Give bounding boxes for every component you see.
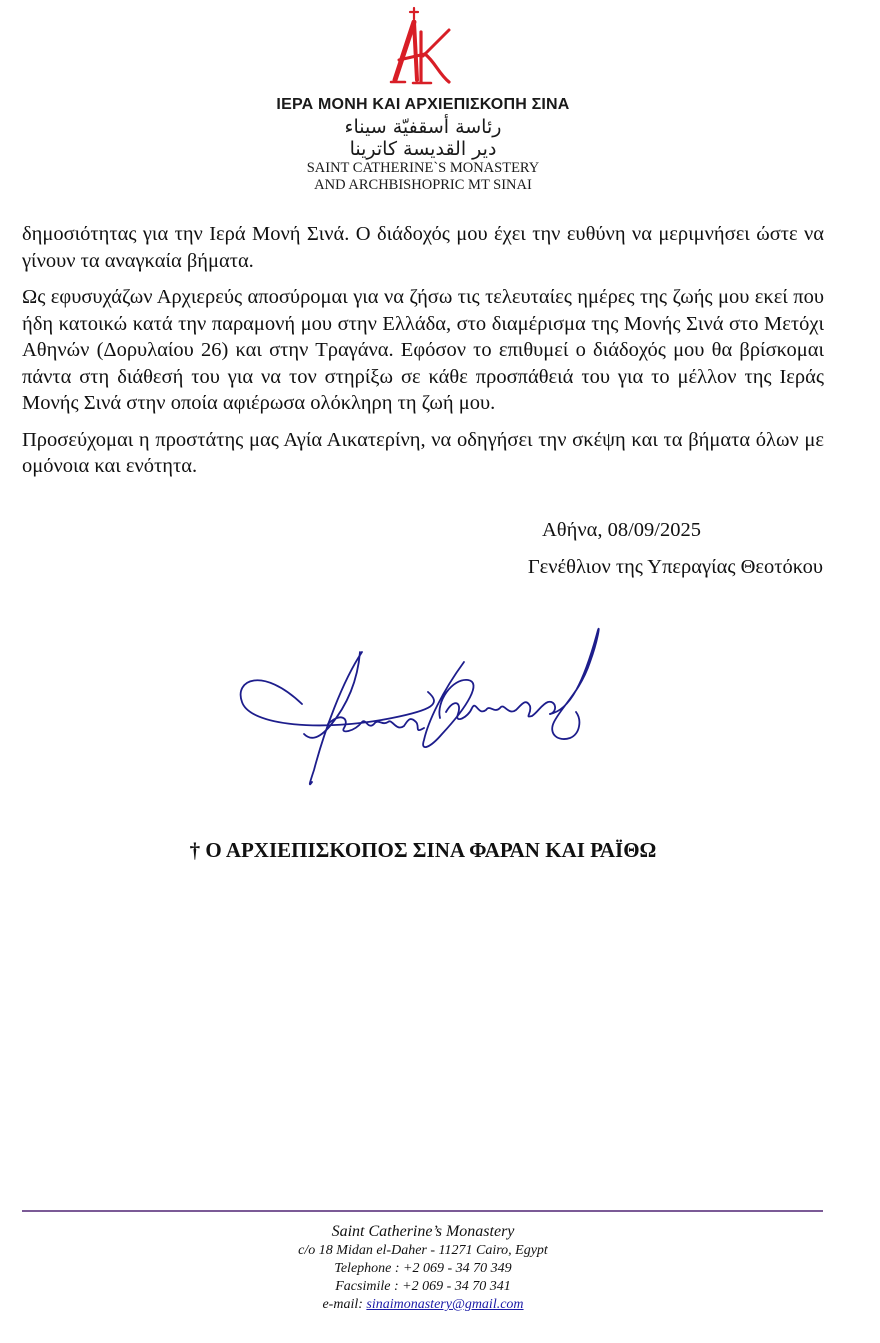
footer-facsimile: Facsimile : +2 069 - 34 70 341	[335, 1279, 511, 1294]
letterhead	[0, 94, 846, 194]
footer-address: c/o 18 Midan el-Daher - 11271 Cairo, Egypt	[298, 1243, 548, 1258]
footer	[0, 1221, 846, 1314]
footer-monastery-name: Saint Catherine’s Monastery	[331, 1223, 515, 1240]
letter-body	[22, 221, 824, 490]
letter-paragraph-3: Προσεύχομαι η προστάτης μας Αγία Αικατερίνη, να οδηγήσει την σκέψη και τα βήματα όλων με ομόνοια και ενότητα.	[22, 428, 824, 477]
monastery-logo-icon	[385, 4, 457, 86]
letterhead-arabic-line-2: دير القديسة كاترينا	[349, 138, 497, 160]
footer-telephone: Telephone : +2 069 - 34 70 349	[334, 1261, 512, 1276]
letter-feast-day: Γενέθλιον της Υπεραγίας Θεοτόκου	[527, 556, 823, 578]
signatory-title: † Ο ΑΡΧΙΕΠΙΣΚΟΠΟΣ ΣΙΝΑ ΦΑΡΑΝ ΚΑΙ ΡΑΪΘΩ	[189, 838, 657, 862]
letterhead-english-line-2: AND ARCHBISHOPRIC MT SINAI	[314, 177, 532, 193]
footer-email-link[interactable]: sinaimonastery@gmail.com	[366, 1297, 524, 1312]
footer-email-label: e-mail:	[322, 1297, 367, 1312]
footer-divider	[22, 1210, 823, 1212]
letterhead-arabic-line-1: رئاسة أسقفيّة سيناء	[344, 116, 502, 138]
handwritten-signature	[232, 622, 612, 794]
letter-paragraph-2: Ως εφυσυχάζων Αρχιερεύς αποσύρομαι για να ζήσω τις τελευταίες ημέρες της ζωής μου εκεί που ήδη κατοικώ κατά την παραμονή μου στην Ελλάδα, στο διαμέρισμα της Μονής Σινά στο Μετόχι Αθηνών (Δορυλαίου 26) και στην Τραγάνα. Εφόσον το επιθυμεί ο διάδοχός μου θα βρίσκομαι πάντα στη διάθεσή του για να τον στηρίξω σε κάθε προσπάθειά του για το μέλλον της Ιεράς Μονής Σινά στην οποία αφιέρωσα ολόκληρη τη ζωή μου.	[22, 286, 824, 414]
letterhead-greek-name: ΙΕΡΑ ΜΟΝΗ ΚΑΙ ΑΡΧΙΕΠΙΣΚΟΠΗ ΣΙΝΑ	[276, 96, 570, 113]
letter-paragraph-1: δημοσιότητας για την Ιερά Μονή Σινά. Ο διάδοχός μου έχει την ευθύνη να μεριμνήσει ώστε να γίνουν τα αναγκαία βήματα.	[22, 223, 824, 272]
letterhead-english-line-1: SAINT CATHERINE`S MONASTERY	[306, 160, 540, 176]
letter-date: Αθήνα, 08/09/2025	[542, 519, 701, 541]
footer-email-line	[0, 1296, 846, 1314]
